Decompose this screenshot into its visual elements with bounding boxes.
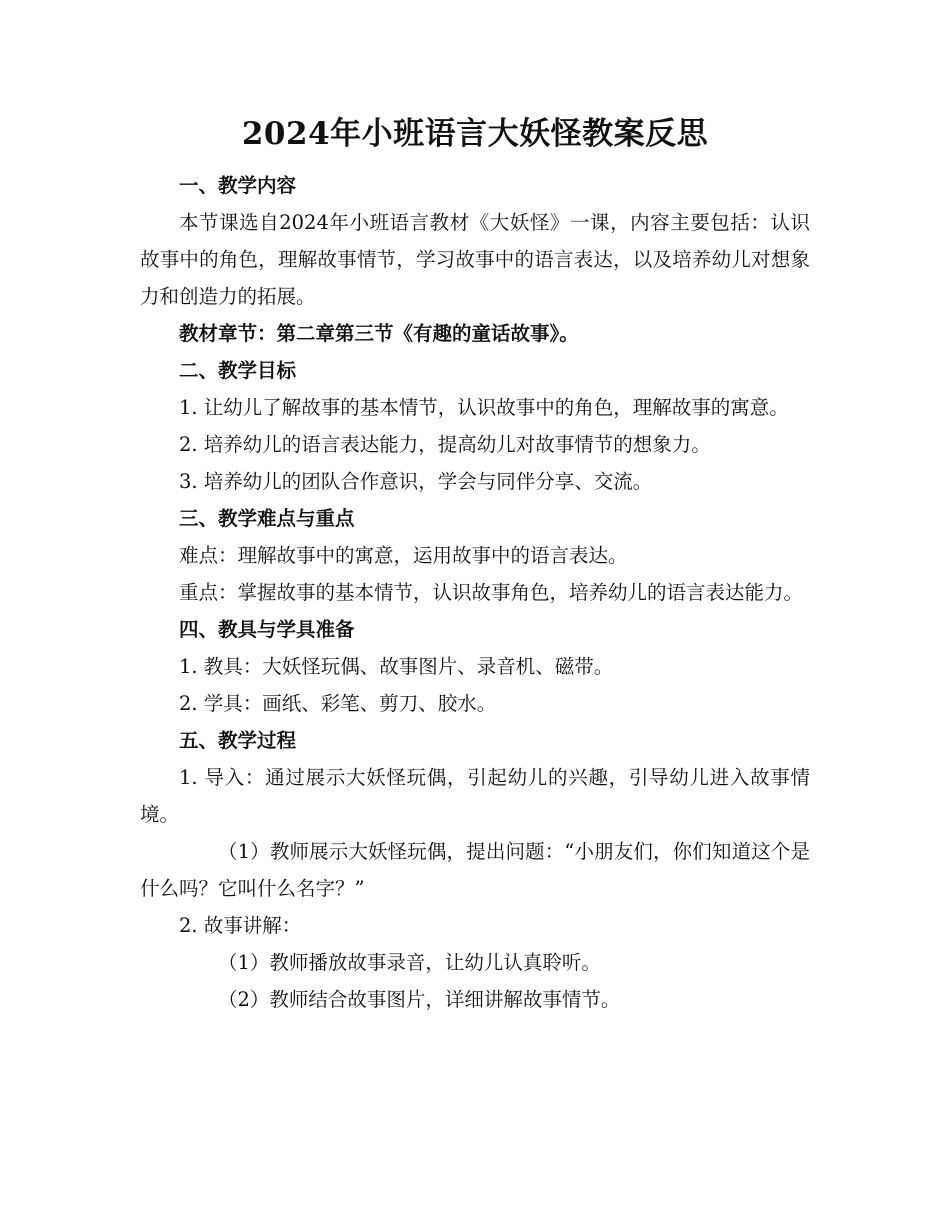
- paragraph-content-intro: 本节课选自2024年小班语言教材《大妖怪》一课，内容主要包括：认识故事中的角色，理解故事情节，学习故事中的语言表达，以及培养幼儿对想象力和创造力的拓展。: [140, 211, 810, 308]
- section-heading-goals: 二、教学目标: [179, 359, 297, 382]
- list-subitem-show-puppet: （1）教师展示大妖怪玩偶，提出问题：“小朋友们，你们知道这个是什么吗？它叫什么名字？”: [140, 840, 810, 900]
- list-item-story-explain: 2. 故事讲解：: [179, 914, 302, 937]
- section-heading-process: 五、教学过程: [179, 729, 297, 752]
- list-subitem-explain-pictures: （2）教师结合故事图片，详细讲解故事情节。: [218, 988, 621, 1011]
- list-item-process-intro: 1. 导入：通过展示大妖怪玩偶，引起幼儿的兴趣，引导幼儿进入故事情境。: [140, 766, 810, 826]
- paragraph-key-point: 重点：掌握故事的基本情节，认识故事角色，培养幼儿的语言表达能力。: [179, 581, 804, 604]
- list-item-goal-3: 3. 培养幼儿的团队合作意识，学会与同伴分享、交流。: [179, 470, 653, 493]
- document-title: 2024年小班语言大妖怪教案反思: [241, 116, 709, 152]
- list-subitem-play-recording: （1）教师播放故事录音，让幼儿认真聆听。: [218, 951, 601, 974]
- list-item-teaching-aids: 1. 教具：大妖怪玩偶、故事图片、录音机、磁带。: [179, 655, 614, 678]
- paragraph-textbook-chapter: 教材章节：第二章第三节《有趣的童话故事》。: [179, 322, 579, 345]
- list-item-goal-2: 2. 培养幼儿的语言表达能力，提高幼儿对故事情节的想象力。: [179, 433, 711, 456]
- paragraph-difficulty: 难点：理解故事中的寓意，运用故事中的语言表达。: [179, 544, 628, 567]
- section-heading-content: 一、教学内容: [179, 174, 297, 197]
- list-item-goal-1: 1. 让幼儿了解故事的基本情节，认识故事中的角色，理解故事的寓意。: [179, 396, 789, 419]
- document-body: [140, 167, 810, 1018]
- section-heading-materials: 四、教具与学具准备: [179, 618, 355, 641]
- section-heading-key-points: 三、教学难点与重点: [179, 507, 355, 530]
- list-item-learning-tools: 2. 学具：画纸、彩笔、剪刀、胶水。: [179, 692, 497, 715]
